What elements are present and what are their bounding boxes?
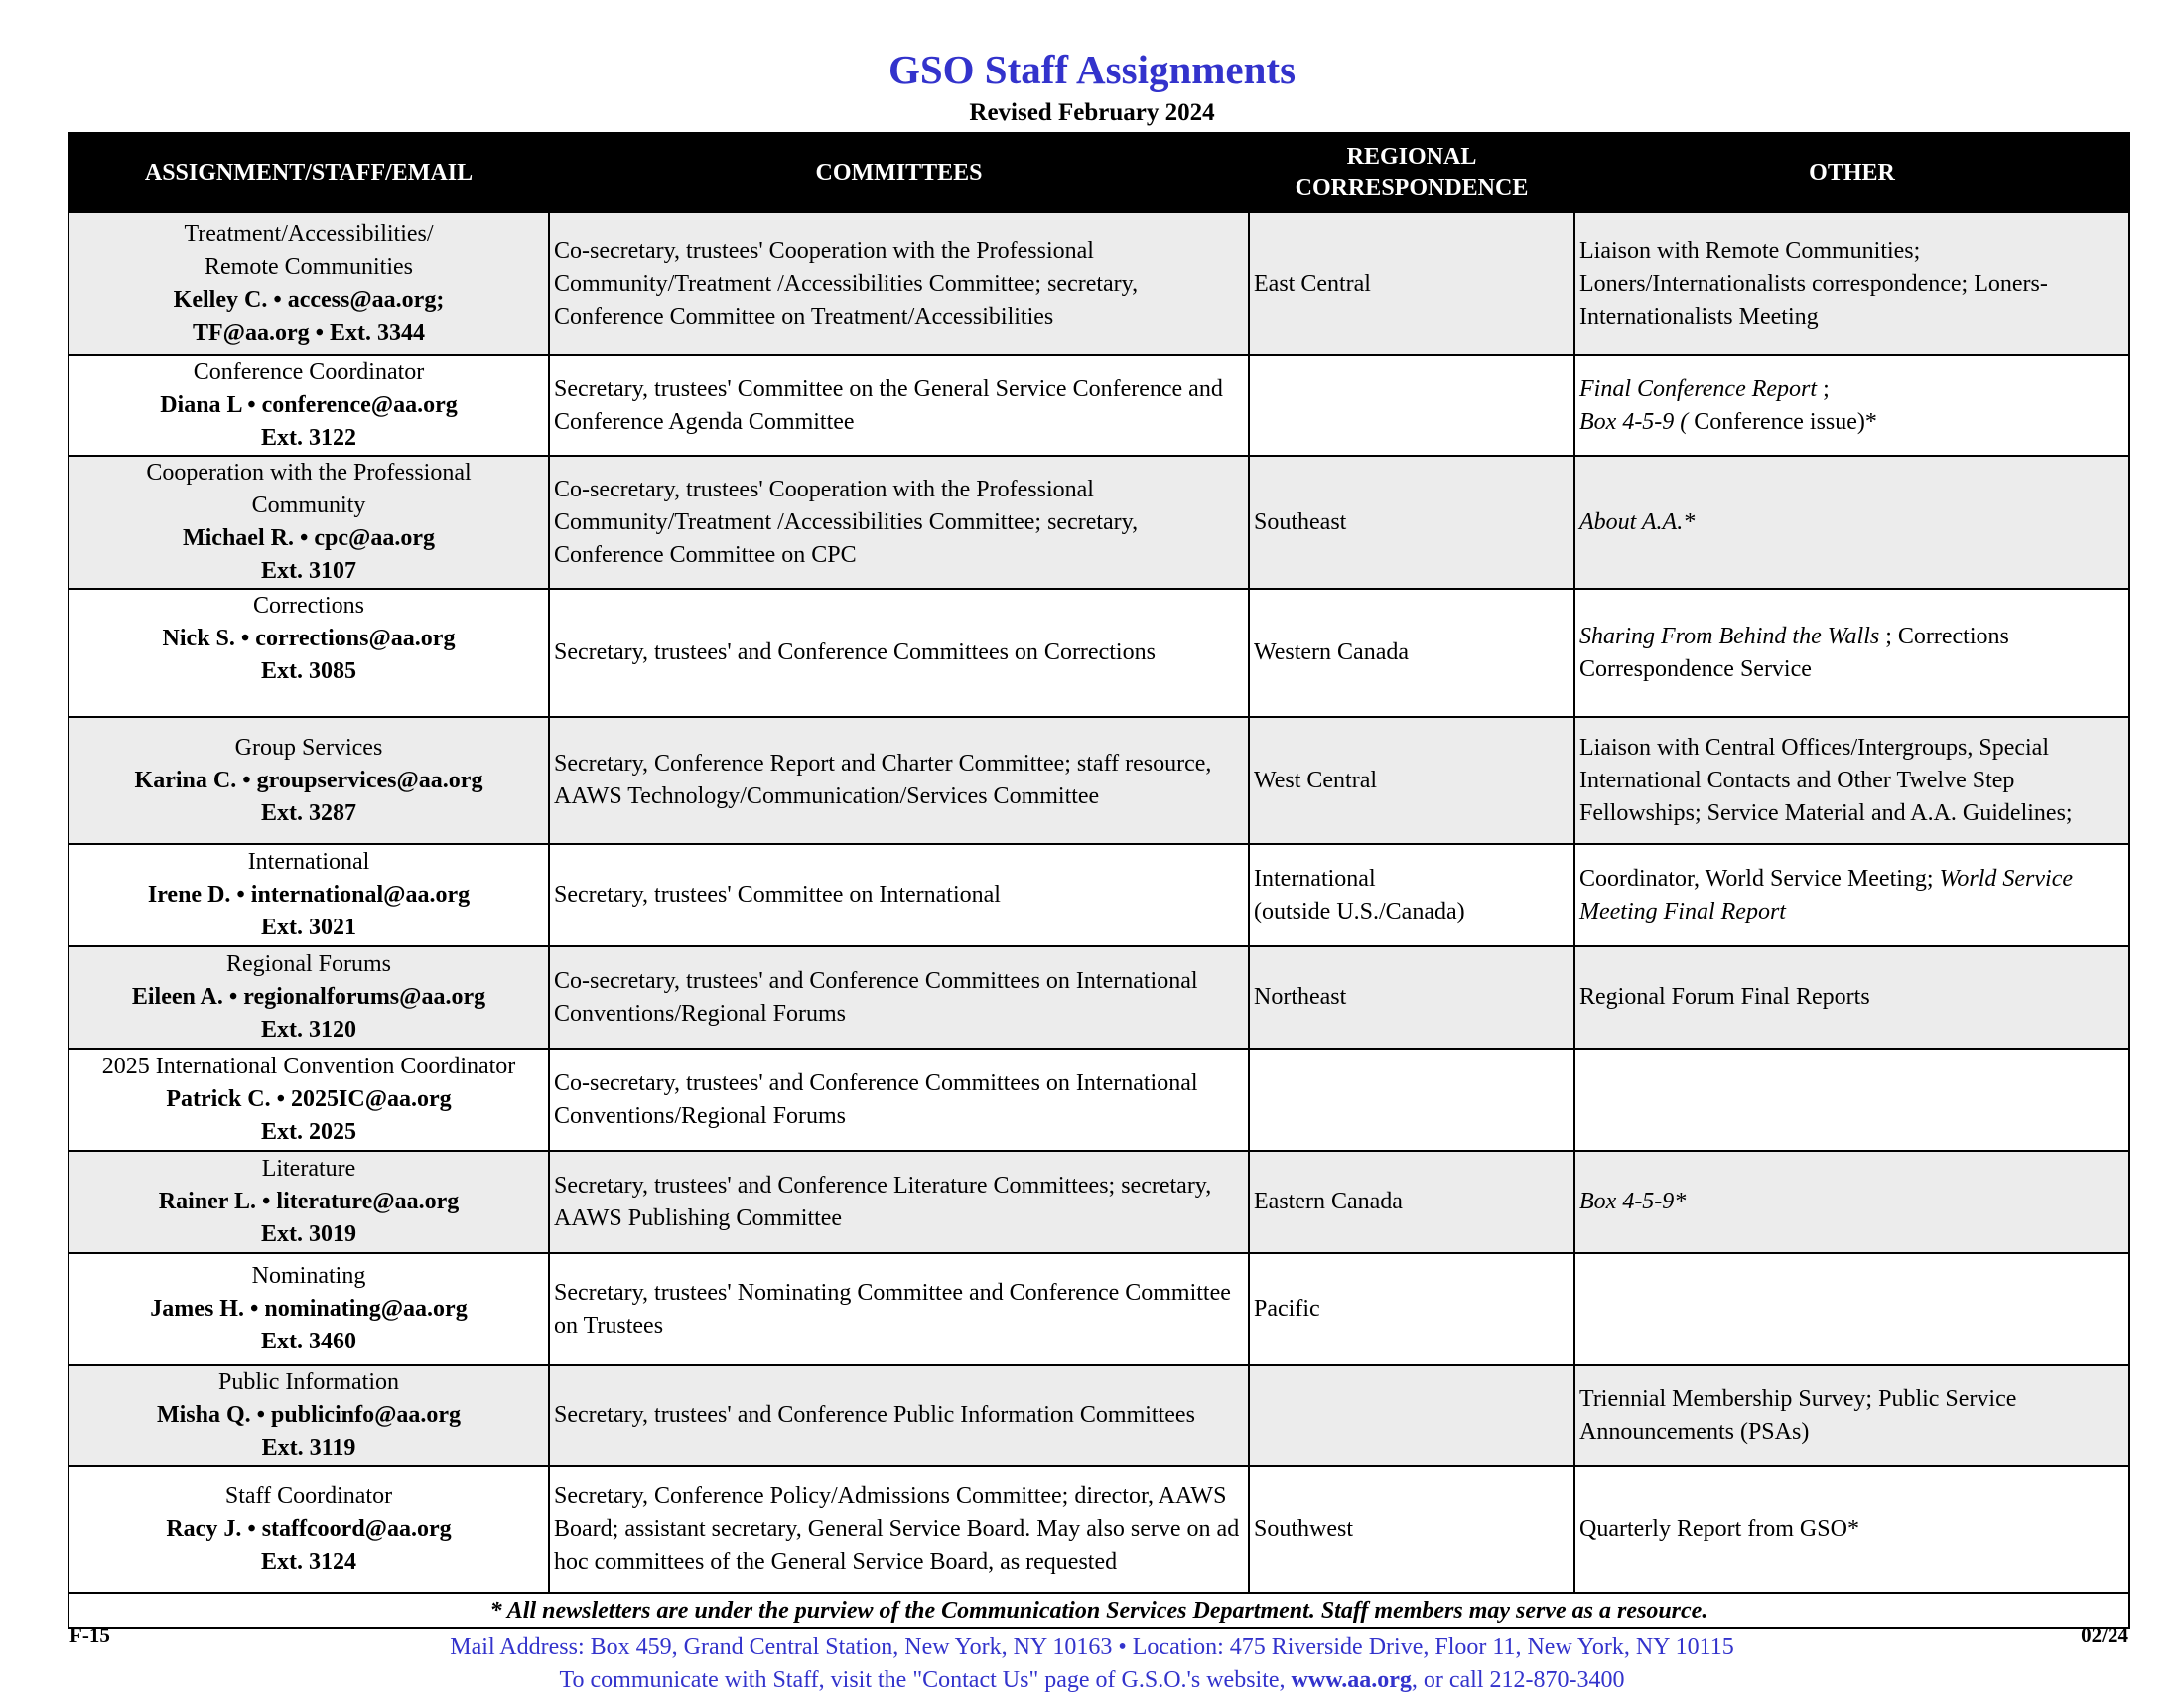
header-other: OTHER <box>1574 133 2129 212</box>
assignment-cell <box>68 1253 549 1365</box>
publication-title: About A.A.* <box>1579 508 1696 535</box>
table-row <box>68 1049 2129 1151</box>
committees-cell: Secretary, trustees' and Conference Public Information Committees <box>549 1365 1249 1466</box>
committees-cell: Secretary, Conference Policy/Admissions Committee; director, AAWS Board; assistant secretary, General Service Board. May also serve on ad hoc committees of the General Service Board, as requested <box>549 1466 1249 1593</box>
regional-cell: Southwest <box>1249 1466 1574 1593</box>
table-row <box>68 1253 2129 1365</box>
regional-cell <box>1249 355 1574 456</box>
assignment-cell <box>68 212 549 355</box>
contact-line: To communicate with Staff, visit the "Contact Us" page of G.S.O.'s website, www.aa.org, or call 212-870-3400 <box>559 1667 1625 1693</box>
assignment-cell <box>68 456 549 589</box>
regional-cell: Northeast <box>1249 946 1574 1049</box>
table-row <box>68 355 2129 456</box>
assignment-line: Group Services <box>234 734 383 761</box>
staff-line: Rainer L. • literature@aa.org <box>158 1189 460 1214</box>
staff-line: Kelley C. • access@aa.org; <box>173 287 445 313</box>
assignment-line: International <box>247 849 370 875</box>
other-cell: Liaison with Remote Communities; Loners/Internationalists correspondence; Loners-Internationalists Meeting <box>1574 212 2129 355</box>
staff-line: Ext. 3460 <box>261 1329 356 1354</box>
assignment-cell <box>68 1365 549 1466</box>
staff-assignments-table <box>68 132 2130 1629</box>
committees-cell: Secretary, trustees' Committee on the General Service Conference and Conference Agenda Committee <box>549 355 1249 456</box>
assignment-cell <box>68 844 549 946</box>
other-cell <box>1574 1253 2129 1365</box>
staff-line: Michael R. • cpc@aa.org <box>182 525 435 551</box>
regional-cell: Eastern Canada <box>1249 1151 1574 1253</box>
assignment-line: Nominating <box>251 1263 366 1289</box>
assignment-cell <box>68 355 549 456</box>
publication-title: World Service Meeting Final Report <box>1579 865 2074 924</box>
table-row <box>68 1365 2129 1466</box>
assignment-line: Cooperation with the Professional <box>146 460 472 486</box>
committees-cell: Co-secretary, trustees' and Conference Committees on International Conventions/Regional Forums <box>549 1049 1249 1151</box>
page-subtitle: Revised February 2024 <box>969 99 1215 126</box>
regional-cell: Western Canada <box>1249 589 1574 717</box>
staff-line: Ext. 3124 <box>261 1548 356 1575</box>
other-cell: Coordinator, World Service Meeting; World Service Meeting Final Report <box>1574 844 2129 946</box>
staff-line: Misha Q. • publicinfo@aa.org <box>156 1402 462 1428</box>
assignment-line: Literature <box>261 1156 356 1182</box>
regional-cell <box>1249 1049 1574 1151</box>
staff-line: Ext. 3122 <box>261 425 356 451</box>
staff-line: Eileen A. • regionalforums@aa.org <box>131 984 486 1010</box>
regional-cell: East Central <box>1249 212 1574 355</box>
other-cell: Final Conference Report ; Box 4-5-9 ( Conference issue)* <box>1574 355 2129 456</box>
header-committees: COMMITTEES <box>549 133 1249 212</box>
table-row <box>68 212 2129 355</box>
staff-line: Diana L • conference@aa.org <box>160 392 458 418</box>
table-row <box>68 589 2129 717</box>
regional-cell: International (outside U.S./Canada) <box>1249 844 1574 946</box>
form-number: F-15 <box>69 1624 110 1647</box>
publication-title: Box 4-5-9 ( <box>1579 408 1689 435</box>
staff-line: Ext. 3120 <box>261 1017 356 1043</box>
staff-line: Ext. 3119 <box>261 1435 356 1461</box>
date-code: 02/24 <box>2081 1624 2128 1647</box>
committees-cell: Co-secretary, trustees' Cooperation with the Professional Community/Treatment /Accessibilities Committee; secretary, Conference Committee on CPC <box>549 456 1249 589</box>
other-cell: Triennial Membership Survey; Public Service Announcements (PSAs) <box>1574 1365 2129 1466</box>
page-title: GSO Staff Assignments <box>887 47 1297 92</box>
committees-cell: Secretary, trustees' and Conference Literature Committees; secretary, AAWS Publishing Committee <box>549 1151 1249 1253</box>
staff-line: Irene D. • international@aa.org <box>147 882 471 908</box>
other-cell <box>1574 456 2129 589</box>
publication-title: Sharing From Behind the Walls <box>1579 623 1880 649</box>
other-cell <box>1574 1049 2129 1151</box>
assignment-line: Remote Communities <box>205 254 413 280</box>
committees-cell: Secretary, trustees' Nominating Committee and Conference Committee on Trustees <box>549 1253 1249 1365</box>
footer-contact <box>0 1631 2184 1697</box>
regional-cell: West Central <box>1249 717 1574 844</box>
other-cell: Regional Forum Final Reports <box>1574 946 2129 1049</box>
other-cell: Sharing From Behind the Walls ; Corrections Correspondence Service <box>1574 589 2129 717</box>
staff-line: Ext. 3107 <box>261 558 356 584</box>
staff-line: Karina C. • groupservices@aa.org <box>134 767 483 793</box>
table-header-row <box>68 133 2129 212</box>
assignment-line: Treatment/Accessibilities/ <box>184 221 434 247</box>
staff-line: Nick S. • corrections@aa.org <box>162 626 456 651</box>
committees-cell: Secretary, trustees' and Conference Committees on Corrections <box>549 589 1249 717</box>
table-row <box>68 717 2129 844</box>
staff-line: Patrick C. • 2025IC@aa.org <box>166 1086 452 1112</box>
footnote: * All newsletters are under the purview of the Communication Services Department. Staff members may serve as a resource. <box>68 1593 2129 1628</box>
header-regional <box>1249 133 1574 212</box>
assignment-cell <box>68 589 549 717</box>
table-row <box>68 1151 2129 1253</box>
header-regional-line2: CORRESPONDENCE <box>1295 175 1529 201</box>
assignment-line: Staff Coordinator <box>224 1483 393 1509</box>
other-cell: Quarterly Report from GSO* <box>1574 1466 2129 1593</box>
table-row <box>68 946 2129 1049</box>
assignment-line: Regional Forums <box>226 951 391 977</box>
header-regional-line1: REGIONAL <box>1346 144 1477 170</box>
header-assignment: ASSIGNMENT/STAFF/EMAIL <box>68 133 549 212</box>
committees-cell: Secretary, Conference Report and Charter Committee; staff resource, AAWS Technology/Communication/Services Committee <box>549 717 1249 844</box>
assignment-cell <box>68 1151 549 1253</box>
regional-cell: Southeast <box>1249 456 1574 589</box>
assignment-line: Corrections <box>253 593 364 619</box>
staff-line: Ext. 2025 <box>261 1119 356 1145</box>
assignment-line: 2025 International Convention Coordinator <box>101 1054 516 1079</box>
publication-title: Box 4-5-9* <box>1579 1189 1687 1214</box>
assignment-line: Conference Coordinator <box>193 359 425 385</box>
other-cell <box>1574 1151 2129 1253</box>
regional-cell: Pacific <box>1249 1253 1574 1365</box>
staff-line: James H. • nominating@aa.org <box>150 1296 468 1322</box>
staff-line: Ext. 3085 <box>261 658 356 684</box>
regional-cell <box>1249 1365 1574 1466</box>
mail-address: Mail Address: Box 459, Grand Central Station, New York, NY 10163 • Location: 475 Riverside Drive, Floor 11, New York, NY 10115 <box>450 1634 1734 1660</box>
assignment-line: Community <box>251 493 366 518</box>
table-row <box>68 1466 2129 1593</box>
publication-title: Final Conference Report <box>1579 375 1818 402</box>
assignment-cell <box>68 1466 549 1593</box>
table-row <box>68 456 2129 589</box>
footnote-row <box>68 1593 2129 1628</box>
website-link[interactable]: www.aa.org <box>1291 1667 1412 1693</box>
staff-line: TF@aa.org • Ext. 3344 <box>192 320 426 346</box>
assignment-cell <box>68 1049 549 1151</box>
staff-line: Racy J. • staffcoord@aa.org <box>166 1515 452 1542</box>
committees-cell: Secretary, trustees' Committee on International <box>549 844 1249 946</box>
table-row <box>68 844 2129 946</box>
other-cell: Liaison with Central Offices/Intergroups, Special International Contacts and Other Twelve Step Fellowships; Service Material and A.A. Guidelines; <box>1574 717 2129 844</box>
committees-cell: Co-secretary, trustees' Cooperation with the Professional Community/Treatment /Accessibilities Committee; secretary, Conference Committee on Treatment/Accessibilities <box>549 212 1249 355</box>
assignment-cell <box>68 946 549 1049</box>
staff-line: Ext. 3021 <box>261 915 356 940</box>
staff-line: Ext. 3287 <box>261 799 356 826</box>
committees-cell: Co-secretary, trustees' and Conference Committees on International Conventions/Regional Forums <box>549 946 1249 1049</box>
staff-line: Ext. 3019 <box>261 1221 356 1247</box>
assignment-line: Public Information <box>218 1369 399 1395</box>
assignment-cell <box>68 717 549 844</box>
